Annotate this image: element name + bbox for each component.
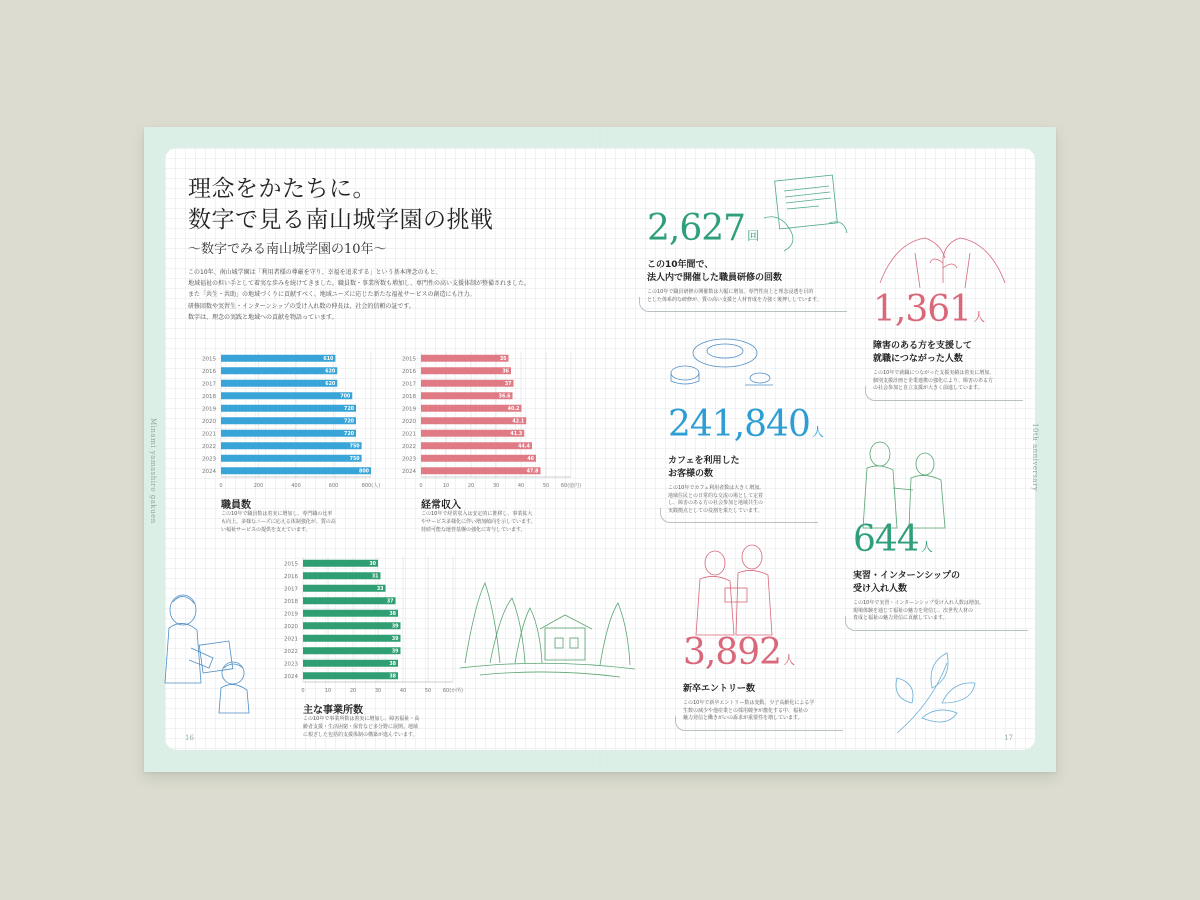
- stat-divider: [865, 386, 1023, 401]
- bar: [221, 367, 337, 374]
- bar: [303, 635, 401, 642]
- intro-line: この10年、南山城学園は「利用者様の尊厳を守り、幸福を追求する」という基本理念のもと、: [188, 269, 442, 276]
- bar: [421, 467, 541, 474]
- bar: [303, 610, 398, 617]
- year-label: 2020: [202, 418, 216, 425]
- bar: [221, 467, 371, 474]
- stat-internships: [853, 521, 1028, 623]
- x-tick-label: 50: [542, 483, 550, 489]
- bar-value-label: 36.6: [498, 394, 511, 400]
- bar-value-label: 39: [391, 624, 399, 630]
- title-line-2: 数字で見る南山城学園の挑戦: [188, 207, 494, 233]
- bar-value-label: 720: [343, 432, 354, 438]
- bar: [421, 367, 511, 374]
- bar-value-label: 620: [325, 369, 336, 375]
- x-tick-label: 400: [291, 483, 301, 489]
- left-page-number: 16: [185, 734, 194, 742]
- page-title: [188, 174, 494, 236]
- year-label: 2020: [402, 418, 416, 425]
- year-label: 2016: [402, 368, 416, 375]
- bar-value-label: 38: [389, 674, 396, 680]
- bar-value-label: 46: [527, 457, 534, 463]
- leaves-illustration: [887, 643, 982, 743]
- intro-text: [188, 267, 568, 323]
- year-label: 2024: [202, 468, 216, 475]
- bar: [221, 392, 352, 399]
- bar-value-label: 37: [504, 382, 512, 388]
- year-label: 2021: [402, 431, 416, 438]
- revenue-chart-title: 経常収入: [421, 500, 461, 511]
- x-tick-label: 0: [419, 483, 423, 489]
- revenue-svg: [395, 348, 585, 493]
- bar-value-label: 38: [389, 612, 396, 618]
- walking-together-illustration: [855, 438, 955, 533]
- x-tick-label: 0: [301, 688, 305, 694]
- x-tick-label: 40: [399, 688, 407, 694]
- bar: [421, 405, 522, 412]
- bar: [421, 430, 524, 437]
- cafe-meal-illustration: [665, 323, 775, 393]
- x-tick-label: 200: [253, 483, 264, 489]
- staff-chart-title: 職員数: [221, 500, 251, 511]
- year-label: 2015: [202, 356, 216, 363]
- year-label: 2021: [284, 636, 298, 643]
- bar: [221, 380, 337, 387]
- year-label: 2018: [402, 393, 416, 400]
- intro-line: また「共生・共助」の地域づくりに貢献すべく、地域ニーズに応じた新たな福祉サービスの創造にも注力。: [188, 291, 476, 299]
- caregiver-reading-illustration: [161, 588, 256, 718]
- bar-value-label: 30: [369, 562, 376, 568]
- x-tick-label: 60(億円): [560, 483, 582, 489]
- stat-number: 2,627 回: [647, 208, 759, 249]
- x-tick-label: 0: [219, 483, 223, 489]
- bar: [303, 572, 381, 579]
- bar: [421, 380, 514, 387]
- year-label: 2023: [402, 456, 416, 463]
- bar-value-label: 37: [386, 599, 394, 605]
- stat-description: この10年で実習・インターンシップ受け入れ人数は増加。 現場体験を通じて福祉の魅力を発信し、次世代人材の 育成と福祉の魅力発信に貢献しています。: [853, 600, 984, 621]
- bar: [221, 442, 362, 449]
- stat-description: この10年で就職につながった支援実績は着実に増加。 個別支援計画と企業連携の強化により、障害のある方 の社会参加と自立支援が大きく前進しています。: [873, 370, 995, 391]
- stat-description: この10年でカフェ利用者数は大きく増加。 地域住民との日常的な交流の場として定着 し、障害のある方の社会参加と地域共生の 実践拠点としての役割を果たしています。: [668, 485, 765, 514]
- bar-value-label: 720: [343, 407, 354, 413]
- bar-value-label: 39: [391, 649, 399, 655]
- bar: [421, 355, 509, 362]
- stat-divider: [675, 716, 843, 731]
- stat-divider: [639, 297, 847, 312]
- stat-number: 1,361 人: [873, 289, 985, 330]
- building-with-trees-illustration: [460, 573, 635, 683]
- bar-value-label: 720: [343, 419, 354, 425]
- x-tick-label: 20: [349, 688, 357, 694]
- stat-number: 644 人: [853, 519, 932, 560]
- bar-value-label: 31: [371, 574, 379, 580]
- stat-graduate-entries: [683, 634, 843, 723]
- bar: [303, 647, 401, 654]
- bar: [303, 672, 398, 679]
- year-label: 2024: [402, 468, 416, 475]
- bar: [303, 585, 386, 592]
- year-label: 2021: [202, 431, 216, 438]
- year-label: 2019: [284, 611, 298, 618]
- x-tick-label: 10: [324, 688, 332, 694]
- stat-divider: [845, 616, 1028, 631]
- year-label: 2023: [284, 661, 298, 668]
- stat-employment-support: [873, 291, 1023, 393]
- x-tick-label: 30: [374, 688, 382, 694]
- facility-count-svg: [277, 553, 467, 698]
- bar: [421, 455, 536, 462]
- x-tick-label: 600: [328, 483, 339, 489]
- x-tick-label: 10: [442, 483, 450, 489]
- year-label: 2016: [284, 573, 298, 580]
- bar: [303, 597, 396, 604]
- bar-value-label: 44.4: [518, 444, 530, 450]
- bar-value-label: 40.2: [507, 407, 520, 413]
- bar-value-label: 47.8: [526, 469, 539, 475]
- year-label: 2022: [402, 443, 416, 450]
- bar-value-label: 39: [391, 637, 399, 643]
- facility-count-chart: [277, 553, 467, 702]
- bar-value-label: 33: [376, 587, 384, 593]
- year-label: 2017: [402, 381, 416, 388]
- year-label: 2015: [402, 356, 416, 363]
- facility-chart-title: 主な事業所数: [303, 705, 363, 716]
- bar: [303, 560, 378, 567]
- bar-value-label: 610: [323, 357, 334, 363]
- year-label: 2015: [284, 561, 298, 568]
- bar-value-label: 41.3: [510, 432, 523, 438]
- stat-number: 3,892 人: [683, 632, 795, 673]
- right-side-label: 10th anniversary: [1031, 423, 1039, 492]
- year-label: 2023: [202, 456, 216, 463]
- facility-chart-description: この10年で事業所数は着実に増加し、障害福祉・高 齢者支援・生活困窮・保育など多分野に展開。地域 に根ざした包括的支援体制の構築が進んでいます。: [303, 716, 420, 738]
- year-label: 2018: [284, 598, 298, 605]
- bar-value-label: 42.1: [512, 419, 525, 425]
- bar-value-label: 36: [502, 369, 509, 375]
- intro-line: 数字は、理念の実践と地域への貢献を物語っています。: [188, 313, 338, 321]
- bar: [221, 430, 356, 437]
- left-side-label: Minami yamashiro gakuen: [149, 418, 157, 524]
- stat-label: この10年間で、 法人内で開催した職員研修の回数: [647, 260, 783, 283]
- stat-label: 障害のある方を支援して 就職につながった人数: [873, 341, 973, 364]
- stat-label: 新卒エントリー数: [683, 684, 756, 694]
- bar: [221, 405, 356, 412]
- bar-value-label: 620: [325, 382, 336, 388]
- staff-count-chart: [195, 348, 385, 497]
- page-subtitle: 〜数字でみる南山城学園の10年〜: [188, 242, 387, 257]
- revenue-chart-description: この10年で経常収入は安定的に推移し、事業拡大 やサービス多様化に伴い増加傾向を示しています。 持続可能な運営基盤の強化に寄与しています。: [421, 511, 536, 533]
- staff-chart-description: この10年で職員数は着実に増加し、専門職の比率 も向上。多様なニーズに応える体制強化が、質の高 い福祉サービスの提供を支えています。: [221, 511, 336, 533]
- stat-number: 241,840 人: [668, 404, 823, 445]
- year-label: 2017: [284, 586, 298, 593]
- stat-description: この10年で新卒エントリー数は変動。少子高齢化による学 生数の減少や他産業との採用競争が激化する中、福祉の 魅力発信と働きがいの訴求が重要性を増しています。: [683, 700, 815, 721]
- title-line-1: 理念をかたちに。: [188, 176, 376, 202]
- bar: [421, 417, 526, 424]
- bar-value-label: 700: [340, 394, 351, 400]
- x-tick-label: 800(人): [361, 483, 381, 489]
- year-label: 2022: [202, 443, 216, 450]
- stat-description: この10年で職員研修の開催数は大幅に増加。専門性向上と理念浸透を目的 とした体系的な研修が、質の高い支援と人材育成を力強く後押ししています。: [647, 289, 822, 303]
- year-label: 2022: [284, 648, 298, 655]
- bar-value-label: 800: [358, 469, 369, 475]
- hands-with-plant-illustration: [875, 213, 1010, 293]
- bar-value-label: 38: [389, 662, 396, 668]
- year-label: 2019: [202, 406, 216, 413]
- x-tick-label: 50: [424, 688, 432, 694]
- staff-count-svg: [195, 348, 385, 493]
- bar-value-label: 35: [499, 357, 507, 363]
- year-label: 2018: [202, 393, 216, 400]
- bar-value-label: 750: [349, 444, 360, 450]
- intro-line: 地域福祉の担い手として着実な歩みを続けてきました。職員数・事業所数も増加し、専門性の高い支援体制が整備されました。: [188, 280, 531, 288]
- year-label: 2024: [284, 673, 298, 680]
- year-label: 2016: [202, 368, 216, 375]
- x-tick-label: 20: [467, 483, 475, 489]
- year-label: 2020: [284, 623, 298, 630]
- bar: [221, 455, 362, 462]
- bar: [421, 442, 532, 449]
- content-panel: [149, 148, 1039, 750]
- stat-label: カフェを利用した お客様の数: [668, 456, 740, 479]
- students-illustration: [680, 543, 790, 638]
- year-label: 2019: [402, 406, 416, 413]
- right-page-number: 17: [1004, 734, 1013, 742]
- x-tick-label: 40: [517, 483, 525, 489]
- stat-label: 実習・インターンシップの 受け入れ人数: [853, 571, 961, 594]
- revenue-chart: [395, 348, 585, 497]
- x-tick-label: 30: [492, 483, 500, 489]
- bar: [221, 355, 335, 362]
- year-label: 2017: [202, 381, 216, 388]
- magazine-spread: [144, 127, 1056, 772]
- bar: [303, 660, 398, 667]
- document-in-hand-illustration: [759, 173, 849, 253]
- bar: [303, 622, 401, 629]
- stat-divider: [660, 508, 818, 523]
- intro-line: 研修回数や実習生・インターンシップの受け入れ数の伸長は、社会的信頼の証です。: [188, 302, 415, 310]
- bar-value-label: 750: [349, 457, 360, 463]
- bar: [221, 417, 356, 424]
- x-tick-label: 60(か所): [442, 688, 464, 694]
- stat-cafe-visitors: [668, 404, 823, 515]
